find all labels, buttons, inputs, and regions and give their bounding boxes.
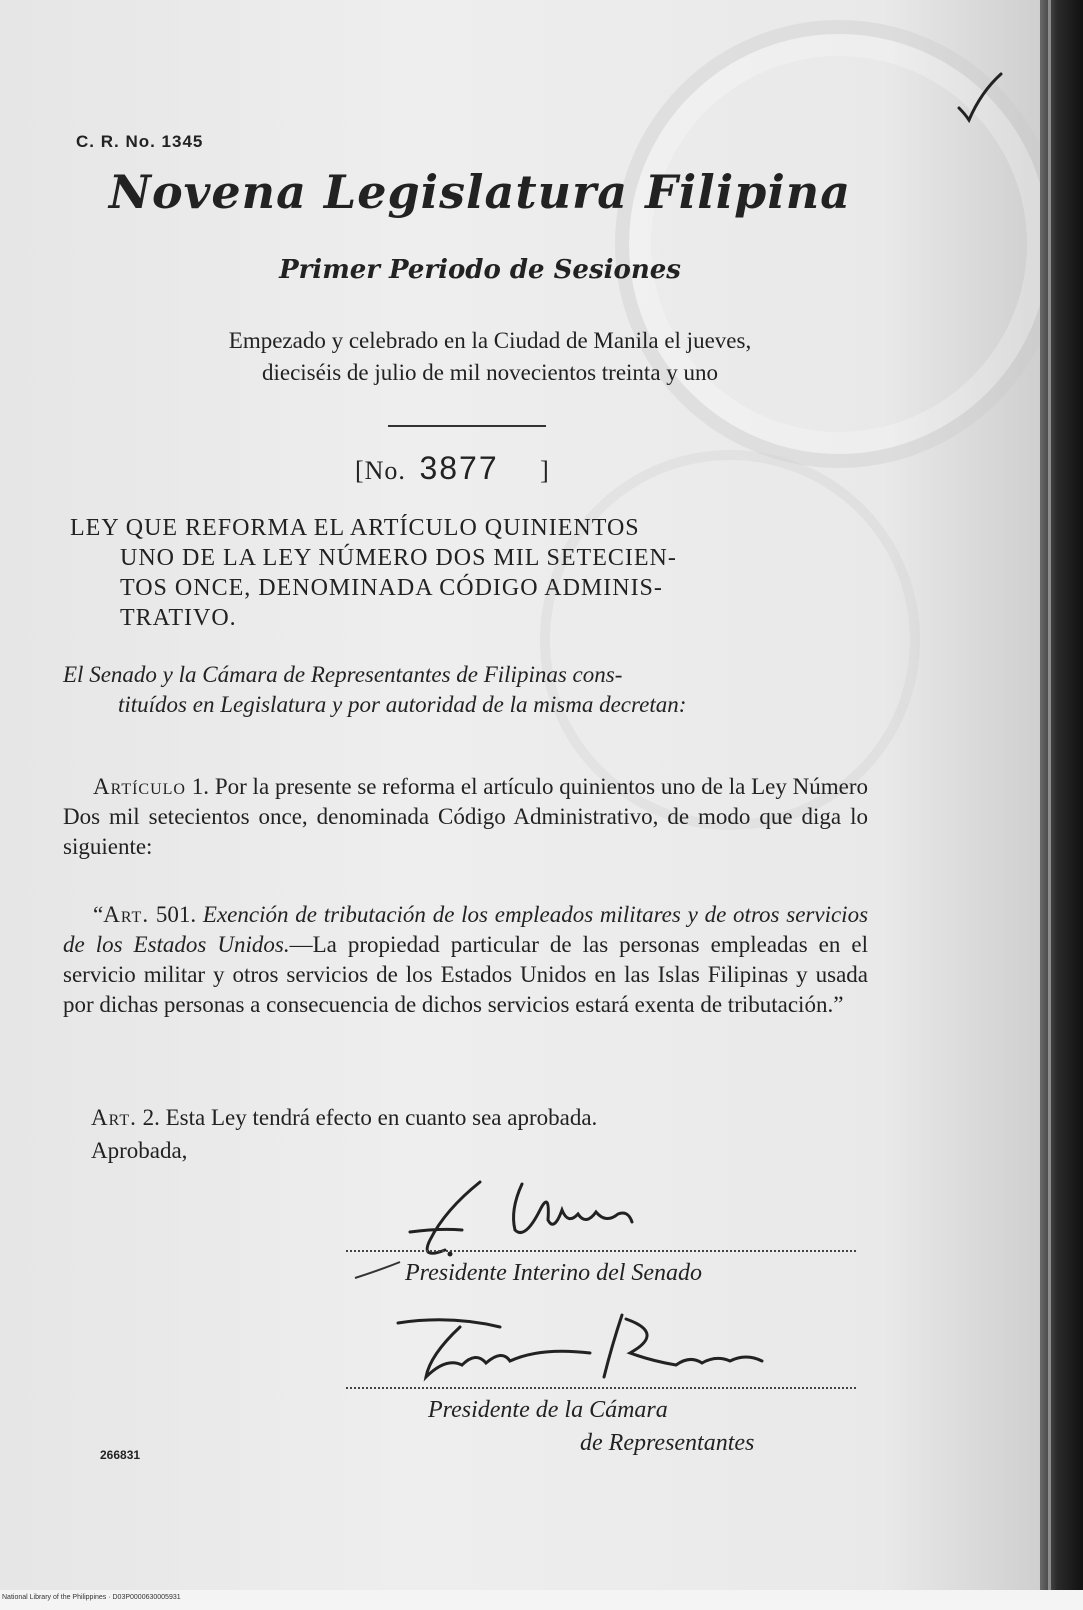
- section-1: [63, 772, 868, 862]
- approved-text: Aprobada,: [91, 1138, 188, 1163]
- section-2: [63, 1103, 871, 1133]
- convened-line-1: Empezado y celebrado en la Ciudad de Manila el jueves,: [228, 328, 752, 353]
- enacting-line-1: El Senado y la Cámara de Representantes de Filipinas cons-: [63, 662, 623, 687]
- serial-number: 266831: [100, 1448, 141, 1462]
- section-2-text: 2. Esta Ley tendrá efecto en cuanto sea aprobada.: [142, 1105, 598, 1130]
- house-speaker-title-line-2: de Representantes: [580, 1430, 755, 1456]
- senate-signature-line: [346, 1250, 856, 1252]
- act-number-suffix: ]: [540, 456, 550, 485]
- quoted-article-heading: Exención de tributación de los empleados militares y de otros servicios de los Estados Unidos.: [63, 902, 869, 957]
- checkmark-icon: [955, 70, 1005, 130]
- enacting-clause: [63, 660, 873, 720]
- quoted-article-text: —La propiedad particular de las personas empleadas en el servicio militar y otros servicios de los Estados Unidos en las Islas Filipinas y usada por dichas personas a consecuencia de dichos servicios estará exenta de tributación.”: [63, 932, 868, 1017]
- section-1-label: Artículo: [93, 774, 186, 799]
- section-1-text: 1. Por la presente se reforma el artículo quinientos uno de la Ley Número Dos mil setecientos once, denominada Código Administrativo, de modo que diga lo siguiente:: [63, 774, 869, 859]
- quoted-article-label: Art.: [103, 902, 150, 927]
- archive-footer: National Library of the Philippines · D03P0000630005931: [2, 1594, 181, 1601]
- cr-number: C. R. No. 1345: [76, 132, 204, 151]
- quoted-article: [63, 900, 868, 1020]
- senate-president-title: Presidente Interino del Senado: [405, 1260, 703, 1286]
- house-speaker-title-line-1: Presidente de la Cámara: [428, 1397, 668, 1423]
- caption-line-3: TOS ONCE, DENOMINADA CÓDIGO ADMINIS-: [120, 575, 663, 601]
- house-signature-line: [346, 1387, 856, 1389]
- act-caption: [70, 513, 885, 633]
- quoted-article-number: 501.: [155, 902, 197, 927]
- caption-line-2: UNO DE LA LEY NÚMERO DOS MIL SETECIEN-: [120, 545, 677, 571]
- enacting-rest: tituídos en Legislatura y por autoridad de la misma decretan:: [118, 692, 687, 717]
- act-number-value: 3877: [419, 450, 499, 486]
- act-number-prefix: [No.: [355, 456, 406, 485]
- house-speaker-signature: [390, 1305, 790, 1395]
- session-subtitle: Primer Periodo de Sesiones: [279, 255, 681, 285]
- quote-open: “: [93, 902, 104, 927]
- book-spine: [1040, 0, 1083, 1610]
- caption-line-4: TRATIVO.: [120, 605, 237, 631]
- act-number: [355, 450, 550, 487]
- legislature-title: Novena Legislatura Filipina: [108, 165, 852, 219]
- convened-statement: [80, 325, 900, 389]
- spine-edge: [1048, 0, 1051, 1610]
- divider: [388, 425, 546, 427]
- section-2-label: Art.: [91, 1105, 137, 1130]
- caption-line-1: LEY QUE REFORMA EL ARTÍCULO QUINIENTOS: [70, 515, 640, 541]
- convened-line-2: dieciséis de julio de mil novecientos treinta y uno: [261, 360, 719, 385]
